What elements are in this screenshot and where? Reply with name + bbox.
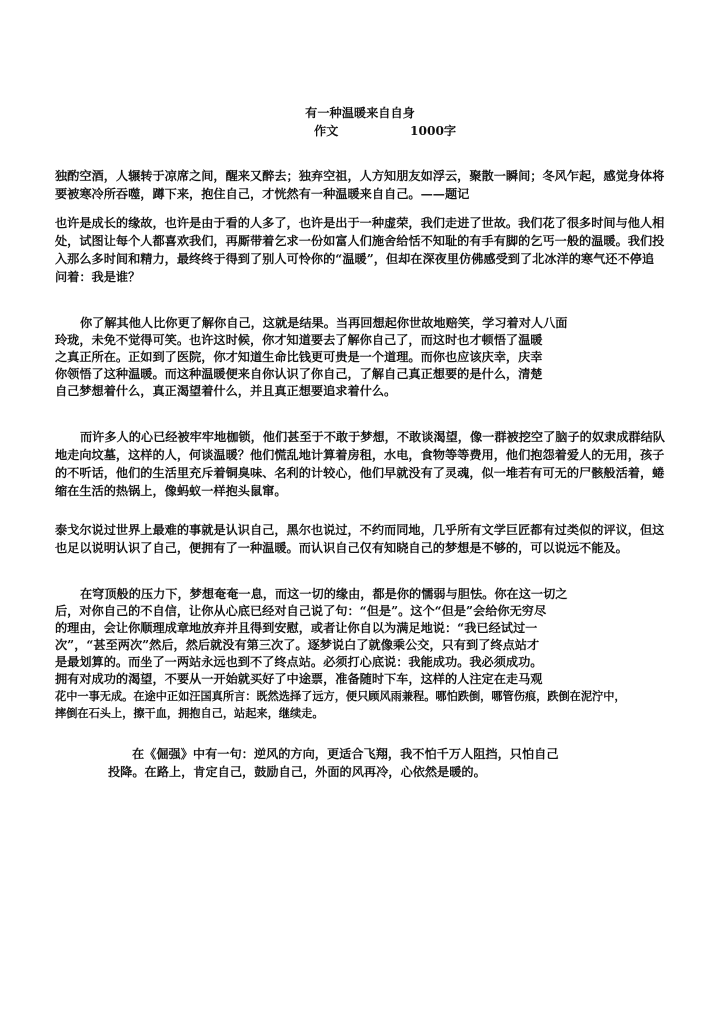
page-title: 有一种温暖来自自身 [305,106,415,120]
text-line: 入那么多时间和精力，最终终于得到了别人可怜你的“温暖”，但却在深夜里仿佛感受到了北冰洋的寒气还不停追 [55,252,655,266]
text-line: 你了解其他人比你更了解你自己，这就是结果。当再回想起你世故地赔笑，学习着对人八面 [80,316,568,330]
text-line: 摔倒在石头上，擦干血，拥抱自己，站起来，继续走。 [55,706,324,720]
text-line: 之真正所在。正如到了医院，你才知道生命比钱更可贵是一个道理。而你也应该庆幸，庆幸 [55,350,543,364]
text-line: 的不听话，他们的生活里充斥着铜臭味、名利的计较心，他们早就没有了灵魂，似一堆若有可无的尸骸般活着，蜷 [55,466,665,480]
text-line: 在穹顶般的压力下，梦想奄奄一息，而这一切的缘由，都是你的懦弱与胆怯。你在这一切之 [80,587,568,601]
text-line: 自己梦想着什么，真正渴望着什么，并且真正想要追求着什么。 [55,384,397,398]
text-line: 在《倔强》中有一句：逆风的方向，更适合飞翔，我不怕千万人阻挡，只怕自己 [132,747,559,761]
text-line: 花中一事无成。在途中正如汪国真所言：既然选择了远方，便只顾风雨兼程。哪怕跌倒，哪管伤痕，跌倒在泥泞中， [55,689,626,703]
text-line: 独酌空酒，人辗转于凉席之间，醒来又醉去；独弃空祖，人方知朋友如浮云，聚散一瞬间；冬风乍起，感觉身体将 [55,169,665,183]
text-line: 泰戈尔说过世界上最难的事就是认识自己，黑尔也说过，不约而同地，几乎所有文学巨匠都有过类似的评议，但这 [55,523,665,537]
text-line: 你领悟了这种温暖。而这种温暖便来自你认识了你自己，了解自己真正想要的是什么，清楚 [55,367,543,381]
text-line: 次”，“甚至两次”然后，然后就没有第三次了。逐梦说白了就像乘公交，只有到了终点站才 [55,638,540,652]
word-count: 1000字 [410,124,457,138]
text-line: 缩在生活的热锅上，像蚂蚁一样抱头鼠窜。 [55,484,287,498]
text-line: 问着：我是谁？ [55,270,141,284]
text-line: 也足以说明认识了自己，便拥有了一种温暖。而认识自己仅有知晓自己的梦想是不够的，可以说远不能及。 [55,541,628,555]
document-type: 作文 [314,124,339,138]
text-line: 要被寒冷所吞噬，蹲下来，抱住自己，才恍然有一种温暖来自自己。——题记 [55,187,470,201]
text-line: 地走向坟墓，这样的人，何谈温暖？他们慌乱地计算着房租，水电，食物等等费用，他们抱怨着爱人的无用，孩子 [55,448,665,462]
text-line: 而许多人的心已经被牢牢地枷锁，他们甚至于不敢于梦想，不敢谈渴望，像一群被挖空了脑子的奴隶成群结队 [80,430,665,444]
text-line: 拥有对成功的渴望，不要从一开始就买好了中途票，准备随时下车，这样的人注定在走马观 [55,672,543,686]
text-line: 玲珑，未免不觉得可笑。也许这时候，你才知道要去了解你自己了，而这时也才顿悟了温暖 [55,333,543,347]
text-line: 投降。在路上，肯定自己，鼓励自己，外面的风再冷，心依然是暖的。 [108,765,486,779]
text-line: 处，试图让每个人都喜欢我们，再厮带着乞求一份如富人们施舍给恬不知耻的有手有脚的乞丐一般的温暖。我们投 [55,234,665,248]
text-line: 也许是成长的缘故，也许是由于看的人多了，也许是出于一种虚荣，我们走进了世故。我们花了很多时间与他人相 [55,216,665,230]
text-line: 是最划算的。而坐了一两站永远也到不了终点站。必须打心底说：我能成功。我必须成功。 [55,655,543,669]
text-line: 的理由，会让你顺理成章地放弃并且得到安慰，或者让你自以为满足地说：“我已经试过一 [55,621,538,635]
text-line: 后，对你自己的不自信，让你从心底已经对自己说了句：“但是”。这个“但是”会给你无穷尽 [55,604,547,618]
